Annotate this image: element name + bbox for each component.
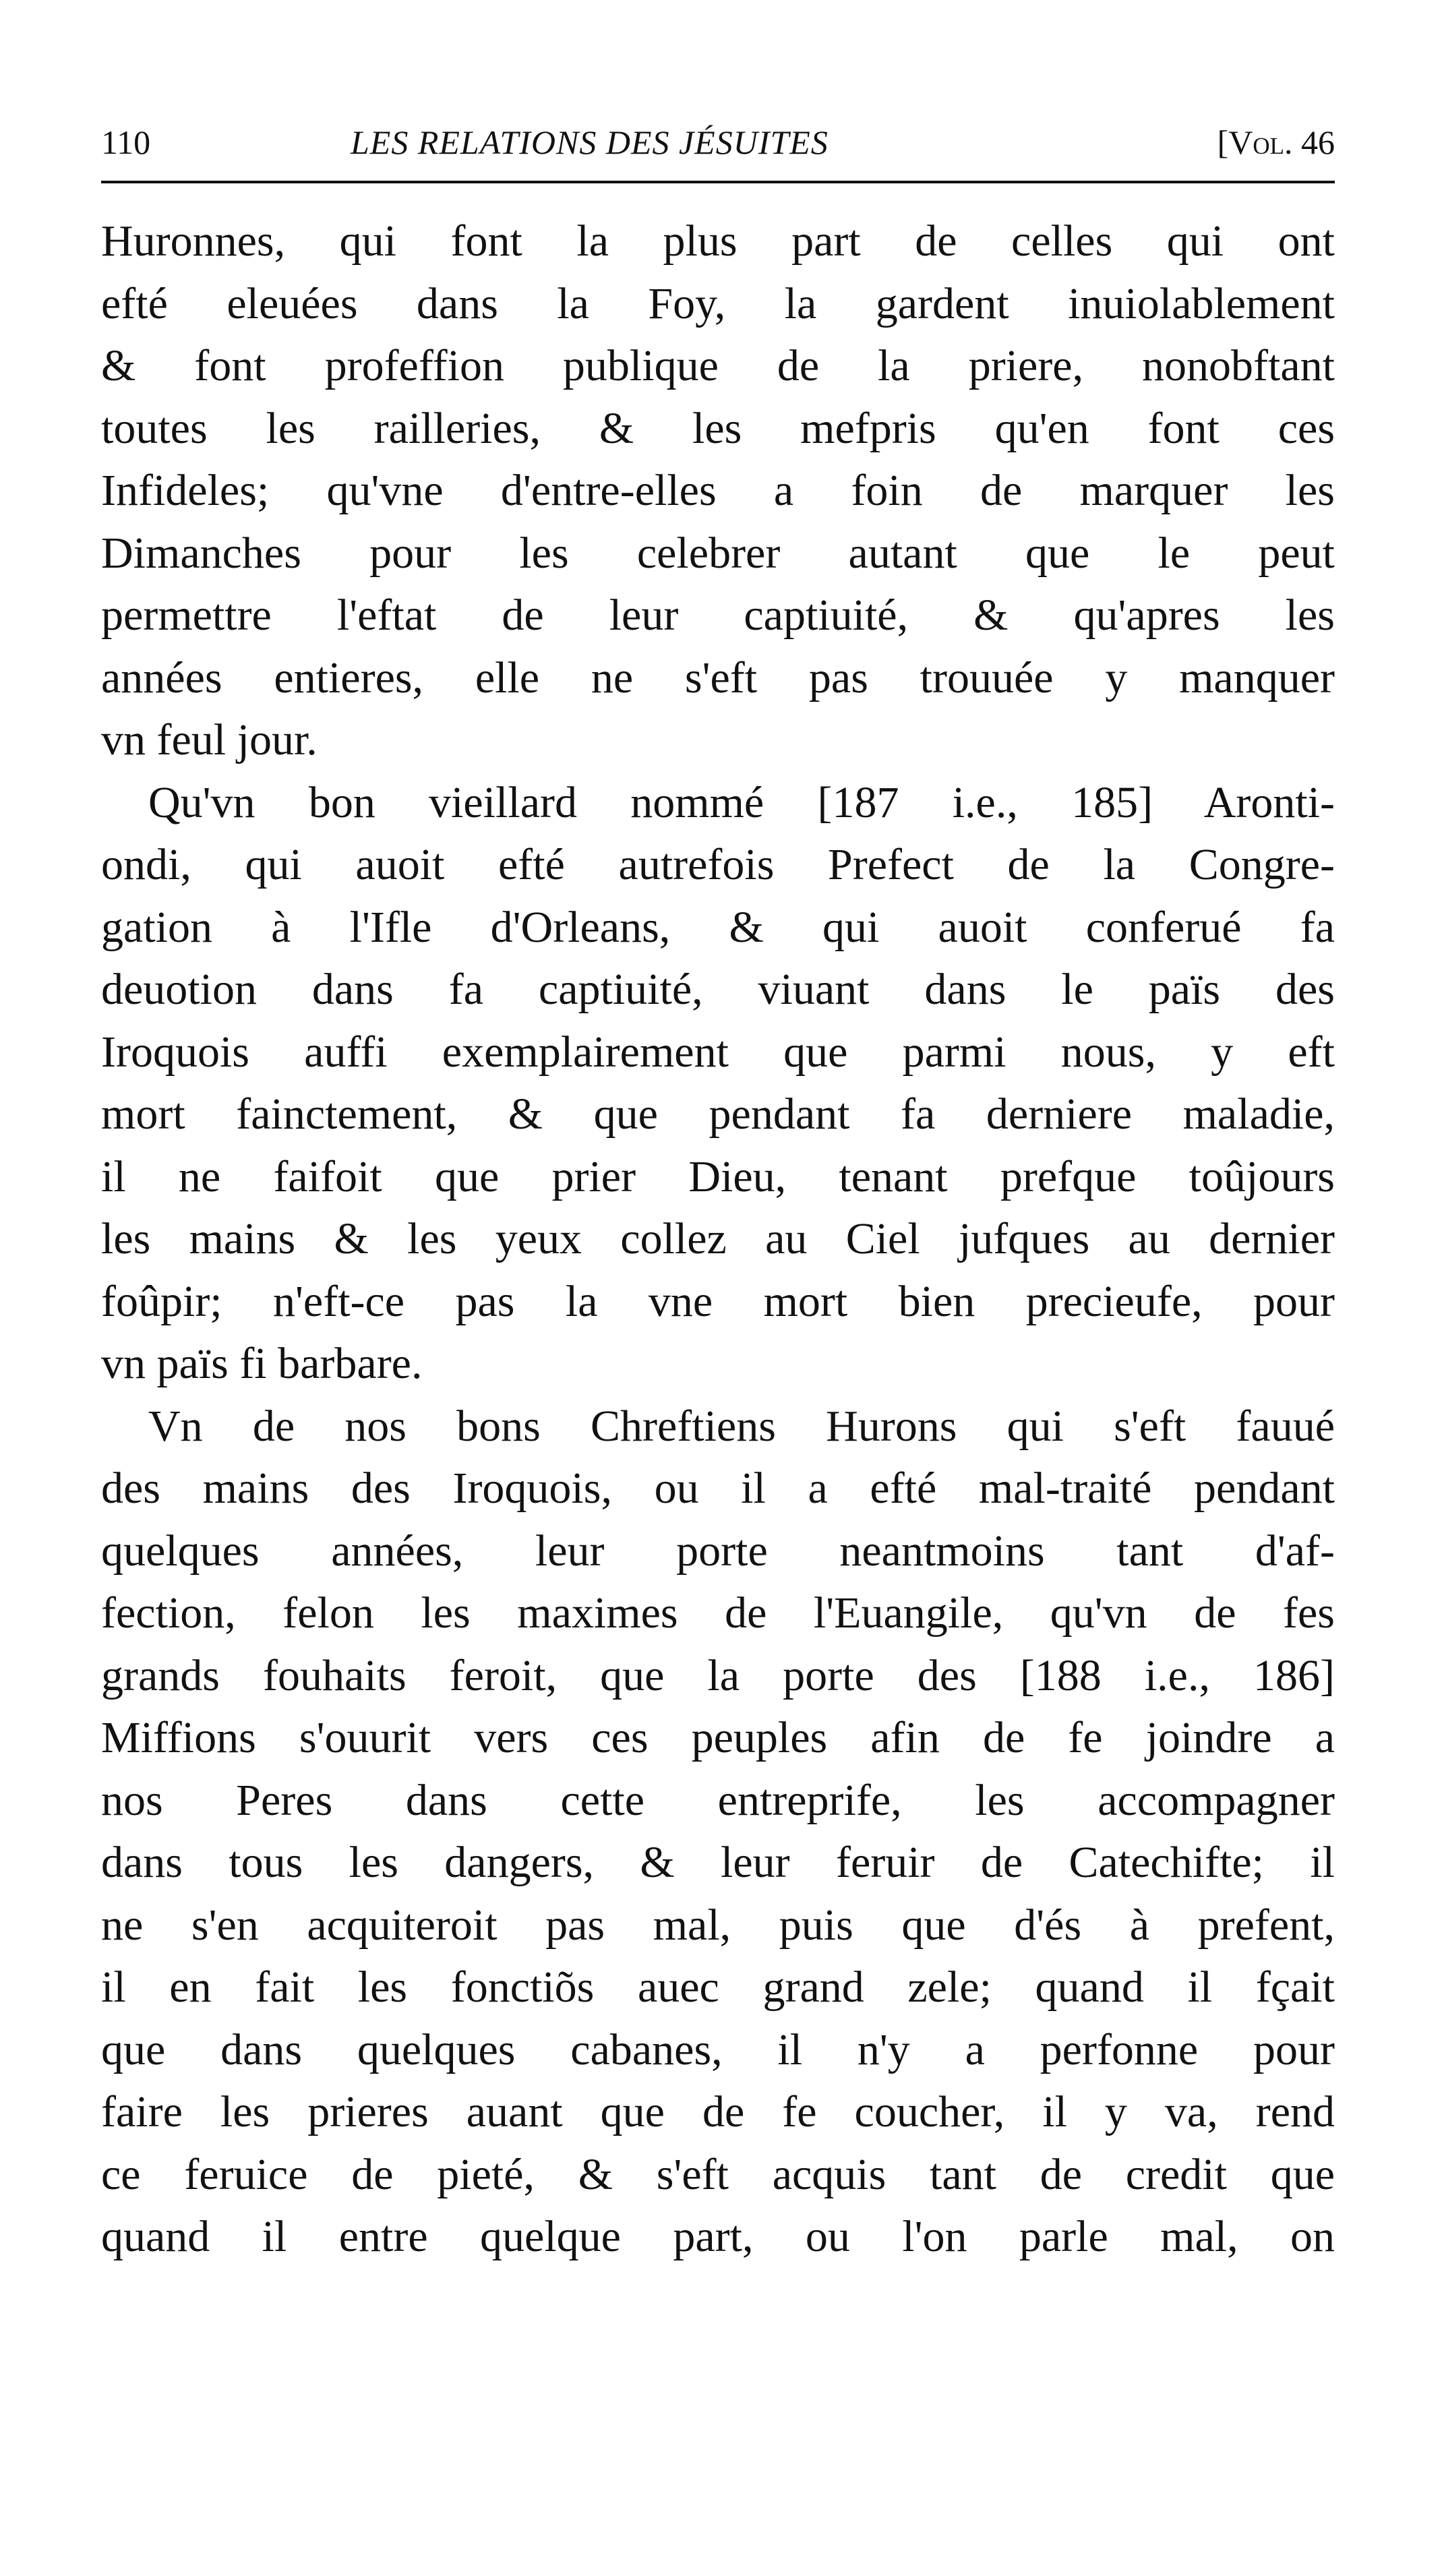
text-line: des mains des Iroquois, ou il a efté mal-traité pendant: [101, 1464, 1335, 1513]
text-line: ne s'en acquiteroit pas mal, puis que d'és à prefent,: [101, 1900, 1335, 1950]
text-line: ondi, qui auoit efté autrefois Prefect de la Congre-: [101, 840, 1335, 889]
text-line: vn feul jour.: [101, 715, 318, 765]
text-line: permettre l'eftat de leur captiuité, & qu'apres les: [101, 591, 1335, 640]
text-line: les mains & les yeux collez au Ciel jufques au dernier: [101, 1214, 1335, 1263]
text-line: il en fait les fonctiõs auec grand zele; quand il fçait: [101, 1963, 1335, 2012]
text-line: grands fouhaits feroit, que la porte des [188 i.e., 186]: [101, 1650, 1335, 1700]
text-line: quelques années, leur porte neantmoins tant d'af-: [101, 1526, 1335, 1576]
text-line: ce feruice de pieté, & s'eft acquis tant de credit que: [101, 2149, 1335, 2199]
text-line: dans tous les dangers, & leur feruir de Catechifte; il: [101, 1838, 1335, 1887]
text-line: toutes les railleries, & les mefpris qu'en font ces: [101, 403, 1335, 453]
text-line: Miffions s'ouurit vers ces peuples afin de fe joindre a: [101, 1713, 1335, 1762]
text-line: gation à l'Ifle d'Orleans, & qui auoit conferué fa: [101, 902, 1335, 952]
page-number: 110: [101, 123, 151, 161]
text-line: deuotion dans fa captiuité, viuant dans le païs des: [101, 965, 1335, 1014]
text-line: Huronnes, qui font la plus part de celles qui ont: [101, 216, 1335, 266]
text-line: & font profeffion publique de la priere, nonobftant: [101, 341, 1335, 390]
text-line: années entieres, elle ne s'eft pas trouuée y manquer: [101, 653, 1335, 702]
paragraph: [101, 210, 1335, 772]
running-title: LES RELATIONS DES JÉSUITES: [351, 123, 829, 161]
text-line: quand il entre quelque part, ou l'on parle mal, on: [101, 2212, 1335, 2261]
running-header: [101, 119, 1335, 166]
header-rule: [101, 181, 1335, 183]
text-line: il ne faifoit que prier Dieu, tenant prefque toûjours: [101, 1151, 1335, 1201]
body-text: [101, 210, 1335, 2269]
text-line: que dans quelques cabanes, il n'y a perfonne pour: [101, 2025, 1335, 2074]
text-line: Vn de nos bons Chreftiens Hurons qui s'eft fauué: [148, 1401, 1335, 1451]
text-line: Infideles; qu'vne d'entre-elles a foin de marquer les: [101, 466, 1335, 515]
text-line: Qu'vn bon vieillard nommé [187 i.e., 185] Aronti-: [148, 777, 1335, 827]
text-line: nos Peres dans cette entreprife, les accompagner: [101, 1775, 1335, 1825]
text-line: vn païs fi barbare.: [101, 1339, 423, 1388]
text-line: foûpir; n'eft-ce pas la vne mort bien precieufe, pour: [101, 1276, 1335, 1326]
text-line: mort fainctement, & que pendant fa derniere maladie,: [101, 1089, 1335, 1139]
text-line: efté eleuées dans la Foy, la gardent inuiolablement: [101, 278, 1335, 328]
text-line: fection, felon les maximes de l'Euangile, qu'vn de fes: [101, 1588, 1335, 1638]
text-line: Iroquois auffi exemplairement que parmi nous, y eft: [101, 1027, 1335, 1077]
text-line: Dimanches pour les celebrer autant que le peut: [101, 528, 1335, 578]
volume-label: [Vol. 46: [1217, 123, 1335, 161]
paragraph: [101, 772, 1335, 1396]
paragraph: [101, 1396, 1335, 2269]
text-line: faire les prieres auant que de fe coucher, il y va, rend: [101, 2087, 1335, 2136]
